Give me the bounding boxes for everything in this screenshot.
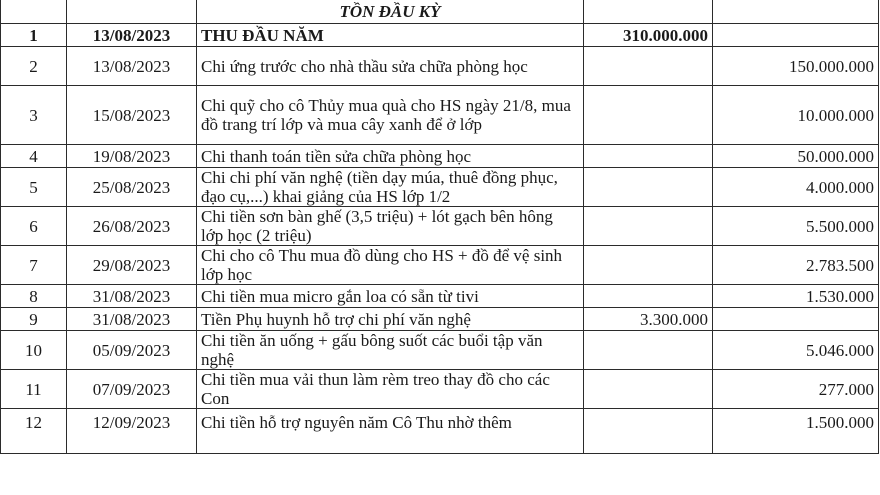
- row-expense: 4.000.000: [713, 168, 879, 207]
- table-row: [1, 409, 879, 454]
- row-date: 13/08/2023: [67, 24, 197, 47]
- ledger-header-row: [1, 0, 879, 24]
- row-description: Chi tiền sơn bàn ghế (3,5 triệu) + lót gạch bên hông lớp học (2 triệu): [197, 207, 584, 246]
- row-number: 8: [1, 285, 67, 308]
- row-income: 3.300.000: [584, 308, 713, 331]
- table-row: [1, 86, 879, 145]
- row-number: 10: [1, 331, 67, 370]
- row-expense: 50.000.000: [713, 145, 879, 168]
- row-date: 15/08/2023: [67, 86, 197, 145]
- row-expense: [713, 24, 879, 47]
- row-description: Tiền Phụ huynh hỗ trợ chi phí văn nghệ: [197, 308, 584, 331]
- row-income: [584, 285, 713, 308]
- row-expense: 1.500.000: [713, 409, 879, 454]
- row-date: 25/08/2023: [67, 168, 197, 207]
- row-date: 05/09/2023: [67, 331, 197, 370]
- row-income: [584, 47, 713, 86]
- row-date: 31/08/2023: [67, 285, 197, 308]
- row-number: 5: [1, 168, 67, 207]
- row-date: 12/09/2023: [67, 409, 197, 454]
- row-description: Chi cho cô Thu mua đồ dùng cho HS + đồ để vệ sinh lớp học: [197, 246, 584, 285]
- row-date: 07/09/2023: [67, 370, 197, 409]
- row-income: [584, 86, 713, 145]
- row-income: [584, 331, 713, 370]
- row-date: 19/08/2023: [67, 145, 197, 168]
- row-number: 4: [1, 145, 67, 168]
- table-row: [1, 246, 879, 285]
- row-description: Chi chi phí văn nghệ (tiền dạy múa, thuê đồng phục, đạo cụ,...) khai giảng của HS lớp 1/2: [197, 168, 584, 207]
- row-income: [584, 207, 713, 246]
- row-description: Chi tiền ăn uống + gấu bông suốt các buổi tập văn nghệ: [197, 331, 584, 370]
- table-row: [1, 168, 879, 207]
- row-expense: 10.000.000: [713, 86, 879, 145]
- row-income: 310.000.000: [584, 24, 713, 47]
- header-expense-cell: [713, 0, 879, 24]
- row-expense: [713, 308, 879, 331]
- row-description: Chi quỹ cho cô Thủy mua quà cho HS ngày 21/8, mua đồ trang trí lớp và mua cây xanh để ở lớp: [197, 86, 584, 145]
- row-description: Chi ứng trước cho nhà thầu sửa chữa phòng học: [197, 47, 584, 86]
- row-description: Chi thanh toán tiền sửa chữa phòng học: [197, 145, 584, 168]
- row-description: Chi tiền hỗ trợ nguyên năm Cô Thu nhờ thêm: [197, 409, 584, 454]
- row-description: THU ĐẦU NĂM: [197, 24, 584, 47]
- row-description: Chi tiền mua micro gắn loa có sẵn từ tivi: [197, 285, 584, 308]
- row-number: 12: [1, 409, 67, 454]
- row-number: 2: [1, 47, 67, 86]
- table-row: [1, 145, 879, 168]
- row-income: [584, 145, 713, 168]
- row-date: 29/08/2023: [67, 246, 197, 285]
- row-number: 1: [1, 24, 67, 47]
- row-income: [584, 246, 713, 285]
- row-date: 13/08/2023: [67, 47, 197, 86]
- row-expense: 2.783.500: [713, 246, 879, 285]
- table-row: [1, 370, 879, 409]
- row-income: [584, 409, 713, 454]
- header-stt-cell: [1, 0, 67, 24]
- header-opening-balance-label: TỒN ĐẦU KỲ: [197, 0, 584, 24]
- row-expense: 5.046.000: [713, 331, 879, 370]
- row-income: [584, 370, 713, 409]
- table-row: [1, 207, 879, 246]
- row-number: 9: [1, 308, 67, 331]
- row-income: [584, 168, 713, 207]
- row-expense: 150.000.000: [713, 47, 879, 86]
- row-number: 7: [1, 246, 67, 285]
- row-number: 6: [1, 207, 67, 246]
- row-number: 3: [1, 86, 67, 145]
- row-expense: 5.500.000: [713, 207, 879, 246]
- row-number: 11: [1, 370, 67, 409]
- table-row: [1, 24, 879, 47]
- row-expense: 1.530.000: [713, 285, 879, 308]
- header-income-cell: [584, 0, 713, 24]
- header-date-cell: [67, 0, 197, 24]
- row-date: 31/08/2023: [67, 308, 197, 331]
- row-date: 26/08/2023: [67, 207, 197, 246]
- row-description: Chi tiền mua vải thun làm rèm treo thay đồ cho các Con: [197, 370, 584, 409]
- table-row: [1, 285, 879, 308]
- table-row: [1, 308, 879, 331]
- row-expense: 277.000: [713, 370, 879, 409]
- table-row: [1, 331, 879, 370]
- table-row: [1, 47, 879, 86]
